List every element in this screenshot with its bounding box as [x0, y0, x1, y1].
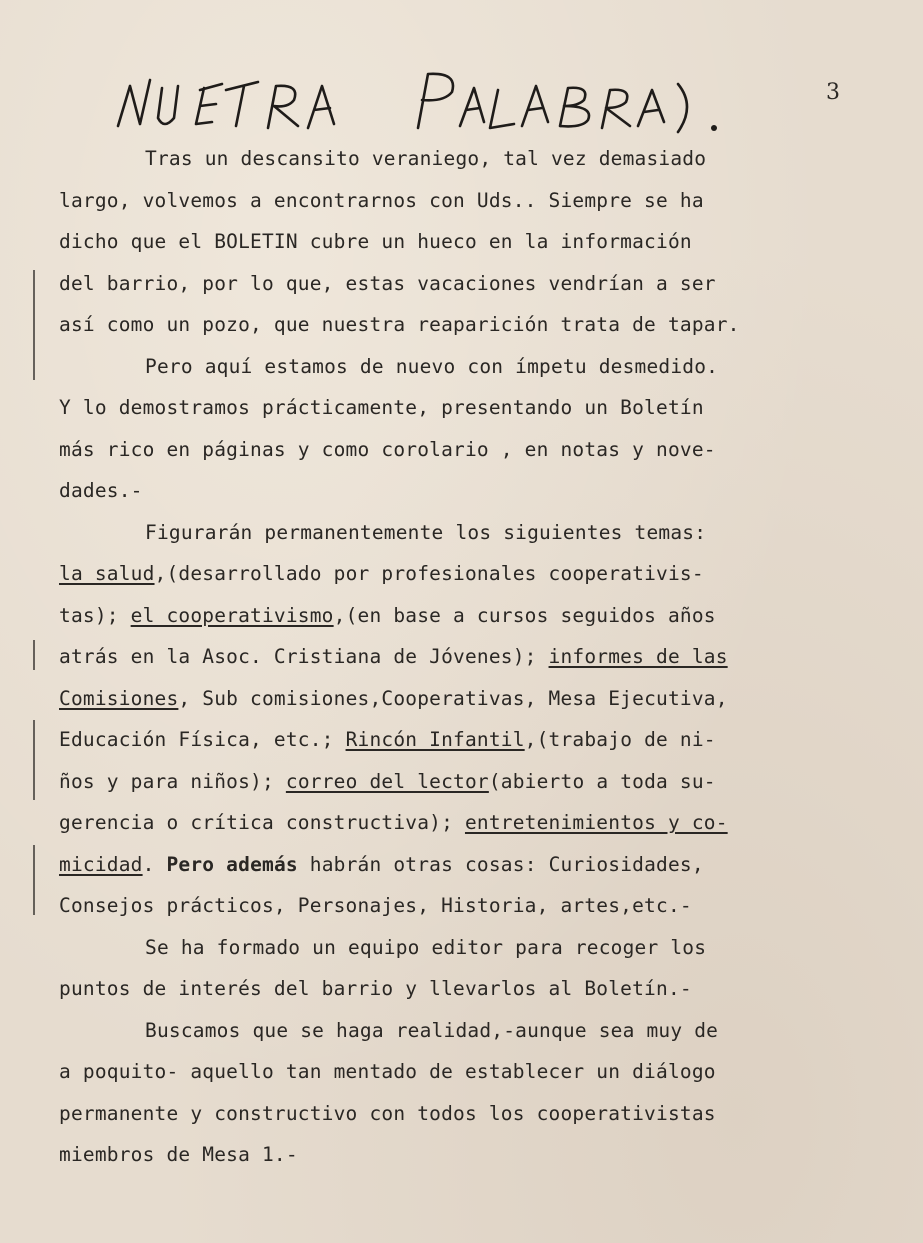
underlined-topic: la salud [59, 562, 155, 585]
underlined-topic: Comisiones [59, 686, 179, 710]
text-segment: Educación Física, etc.; [59, 728, 346, 751]
text-line [59, 1051, 904, 1093]
text-segment: tas); [59, 603, 131, 627]
text-segment: del barrio, por lo que, estas vacaciones vendrían a ser [59, 271, 716, 295]
handwritten-heading [112, 66, 752, 146]
text-line [59, 138, 904, 180]
text-segment: Buscamos que se haga realidad,-aunque sea muy de [145, 1018, 719, 1042]
underlined-topic: correo del lector [285, 769, 489, 793]
text-segment: Pero aquí estamos de nuevo con ímpetu desmedido. [145, 354, 719, 378]
underlined-topic: el cooperativismo [130, 603, 334, 627]
text-line [59, 304, 904, 346]
text-line [59, 1134, 904, 1176]
underlined-topic: entretenimientos y co- [464, 811, 728, 834]
text-segment: dades.- [59, 479, 143, 502]
text-segment: permanente y constructivo con todos los cooperativistas [59, 1101, 716, 1125]
text-segment: ,(en base a cursos seguidos años [333, 603, 716, 627]
text-line [59, 470, 904, 512]
text-line [59, 678, 904, 720]
text-line [59, 512, 904, 554]
text-segment: dicho que el BOLETIN cubre un hueco en la información [59, 230, 692, 253]
text-line [59, 263, 904, 305]
text-line [59, 429, 904, 471]
text-segment: ños y para niños); [59, 769, 286, 793]
page-number: 3 [826, 80, 840, 105]
text-segment: Y lo demostramos prácticamente, presentando un Boletín [59, 396, 704, 419]
text-line [59, 1093, 904, 1135]
text-line [59, 180, 904, 222]
text-line [59, 885, 904, 927]
text-line [59, 719, 904, 761]
text-segment: Figurarán permanentemente los siguientes temas: [145, 520, 707, 544]
text-line [59, 553, 904, 595]
text-line [59, 1010, 904, 1052]
handwritten-heading-drawing [112, 66, 752, 146]
text-segment: , Sub comisiones,Cooperativas, Mesa Ejecutiva, [178, 686, 728, 710]
text-segment: a poquito- aquello tan mentado de establecer un diálogo [59, 1060, 716, 1083]
text-segment: largo, volvemos a encontrarnos con Uds.. Siempre se ha [59, 188, 704, 212]
bold-text: Pero además [166, 852, 298, 876]
text-line [59, 346, 904, 388]
text-line [59, 595, 904, 637]
text-line [59, 927, 904, 969]
text-segment: más rico en páginas y como corolario , en notas y nove- [59, 437, 716, 461]
text-segment: Tras un descansito veraniego, tal vez demasiado [145, 147, 707, 170]
text-segment: gerencia o crítica constructiva); [59, 811, 465, 834]
underlined-topic: micidad [59, 852, 143, 876]
text-segment: Consejos prácticos, Personajes, Historia, artes,etc.- [59, 894, 692, 917]
margin-line [33, 640, 35, 670]
text-line [59, 802, 904, 844]
text-line [59, 761, 904, 803]
text-segment: miembros de Mesa 1.- [59, 1143, 298, 1166]
text-segment: . [142, 852, 167, 876]
margin-line [33, 270, 35, 380]
text-line [59, 387, 904, 429]
text-segment: (abierto a toda su- [488, 769, 716, 793]
text-segment: Se ha formado un equipo editor para recoger los [145, 935, 707, 959]
text-segment: puntos de interés del barrio y llevarlos al Boletín.- [59, 977, 692, 1000]
article-body [59, 138, 904, 1176]
text-segment: ,(trabajo de ni- [524, 728, 716, 751]
text-line [59, 844, 904, 886]
text-segment: así como un pozo, que nuestra reaparición trata de tapar. [59, 313, 740, 336]
text-segment: atrás en la Asoc. Cristiana de Jóvenes); [59, 645, 549, 668]
underlined-topic: Rincón Infantil [345, 728, 525, 751]
margin-line [33, 845, 35, 915]
text-line [59, 636, 904, 678]
text-segment: ,(desarrollado por profesionales cooperativis- [154, 562, 704, 585]
text-line [59, 968, 904, 1010]
margin-line [33, 720, 35, 800]
text-segment: habrán otras cosas: Curiosidades, [297, 852, 704, 876]
text-line [59, 221, 904, 263]
underlined-topic: informes de las [548, 645, 728, 668]
